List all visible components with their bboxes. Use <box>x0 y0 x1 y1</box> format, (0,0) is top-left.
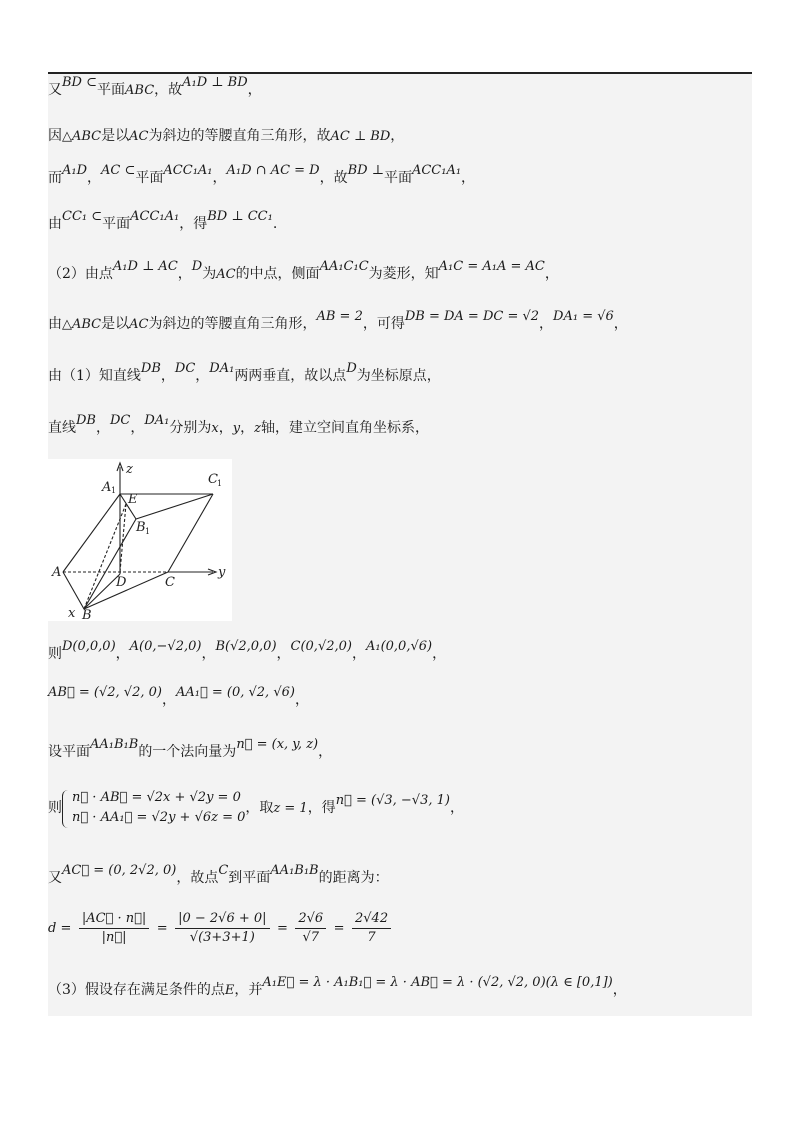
line-3 <box>48 163 476 189</box>
line-8 <box>48 413 429 439</box>
math: ACC₁A₁ <box>411 163 462 178</box>
text: ，可得 <box>362 316 405 332</box>
text: 直线 <box>48 420 76 436</box>
edge-AB <box>63 572 84 609</box>
label-A: A <box>52 565 62 580</box>
edge-B1C1 <box>136 494 213 519</box>
edge-C1C <box>168 494 213 572</box>
prism-diagram <box>48 459 232 621</box>
text: 而 <box>48 170 62 186</box>
text: ， <box>212 170 227 186</box>
line-9 <box>48 639 447 665</box>
math: d = <box>48 921 72 936</box>
denominator: √(3+3+1) <box>189 929 255 945</box>
fraction-4 <box>352 910 391 947</box>
math: y <box>232 421 241 436</box>
text: 由（1）知直线 <box>48 368 141 384</box>
text: ，得 <box>179 216 208 232</box>
label-B1-sub: 1 <box>145 527 151 536</box>
text: ， <box>432 646 447 662</box>
math: x <box>211 421 219 436</box>
line-5 <box>48 259 559 285</box>
text: ， <box>461 170 476 186</box>
text: 的距离为： <box>318 870 389 886</box>
math: z <box>254 421 261 436</box>
text: ， <box>87 170 102 186</box>
text: . <box>272 216 278 232</box>
math: AA₁C₁C <box>319 259 369 274</box>
text: ， <box>294 692 309 708</box>
math: A₁D <box>62 163 88 178</box>
line-14-distance <box>48 908 394 949</box>
text: 则 <box>48 646 62 662</box>
math: D <box>346 361 357 376</box>
text: 设平面 <box>48 744 90 760</box>
math: DA₁ <box>144 413 170 428</box>
text: 的中点，侧面 <box>235 266 320 282</box>
edge-A1A <box>63 494 120 572</box>
math: DA₁ <box>209 361 235 376</box>
math: z = 1 <box>273 801 308 816</box>
text: ， <box>218 420 233 436</box>
math: = <box>277 921 288 936</box>
text: ，故点 <box>176 870 219 886</box>
math: E <box>224 983 235 998</box>
label-A1-sub: 1 <box>111 486 117 495</box>
text: 为斜边的等腰直角三角形， <box>148 316 317 332</box>
math: A₁D ∩ AC = D <box>226 163 320 178</box>
math: AB⃗ = (√2, √2, 0) <box>48 685 162 700</box>
math: AA₁⃗ = (0, √2, √6) <box>175 685 295 700</box>
denominator: √7 <box>302 929 320 945</box>
text: 为 <box>202 266 217 282</box>
text: ， <box>95 420 110 436</box>
math: AC ⊂ <box>101 163 136 178</box>
label-E: E <box>128 492 138 507</box>
math: DC <box>174 361 196 376</box>
text: ， <box>161 692 176 708</box>
text: ，并 <box>234 982 263 998</box>
text: （3）假设存在满足条件的点 <box>48 982 225 998</box>
math: AC <box>129 317 149 332</box>
label-B1: B <box>136 520 146 535</box>
math: AC ⊥ BD <box>330 129 391 144</box>
text: ，故 <box>319 170 348 186</box>
label-A1: A <box>102 480 112 495</box>
math: AB = 2 <box>316 309 363 324</box>
math: ACC₁A₁ <box>130 209 180 224</box>
line-15 <box>48 975 627 1001</box>
line-6 <box>48 309 628 335</box>
denominator: |n⃗| <box>101 929 127 945</box>
text: 到平面 <box>228 870 271 886</box>
text: 又 <box>48 82 62 98</box>
text: 为坐标原点， <box>356 368 441 384</box>
text: ， <box>160 368 175 384</box>
math: △ABC <box>62 317 102 332</box>
label-C1: C <box>208 472 218 487</box>
coordinate-figure <box>48 459 232 621</box>
line-2 <box>48 126 404 147</box>
text: 由 <box>48 316 62 332</box>
math: BD ⊂ <box>62 75 98 90</box>
text: ， <box>130 420 145 436</box>
equation-2: n⃗ · AA₁⃗ = √2y + √6z = 0 <box>72 810 246 825</box>
text: 平面 <box>97 82 126 98</box>
label-y: y <box>218 565 226 580</box>
math: D <box>191 259 203 274</box>
math: A₁(0,0,√6) <box>365 639 433 654</box>
line-10 <box>48 685 309 711</box>
text: ， <box>449 800 464 816</box>
line-13 <box>48 863 389 889</box>
text: 两两垂直，故以点 <box>234 368 347 384</box>
line-7 <box>48 361 441 387</box>
text: ， <box>351 646 366 662</box>
equation-system <box>62 788 245 828</box>
text: ，故 <box>154 82 183 98</box>
text: ， <box>115 646 130 662</box>
label-B: B <box>82 608 92 621</box>
label-x: x <box>68 606 76 621</box>
label-C: C <box>165 575 175 590</box>
text: 平面 <box>383 170 412 186</box>
line-12 <box>48 786 464 831</box>
text: ， <box>539 316 554 332</box>
text: ， <box>613 316 628 332</box>
math: BD ⊥ CC₁ <box>207 209 273 224</box>
math: A₁C = A₁A = AC <box>438 259 545 274</box>
line-1 <box>48 75 262 101</box>
math: B(√2,0,0) <box>215 639 277 654</box>
math: DC <box>109 413 131 428</box>
math: D(0,0,0) <box>62 639 116 654</box>
text: ， <box>612 982 627 998</box>
numerator: 2√42 <box>352 910 391 929</box>
text: ， <box>201 646 216 662</box>
math: A₁D ⊥ BD <box>182 75 248 90</box>
text: ， <box>318 744 333 760</box>
math: = <box>333 921 345 936</box>
line-11 <box>48 737 333 763</box>
math: ABC <box>125 83 155 98</box>
math: AA₁B₁B <box>270 863 319 878</box>
label-D: D <box>116 575 127 590</box>
math: AA₁B₁B <box>90 737 139 752</box>
text: 是以 <box>101 316 130 332</box>
math: C <box>218 863 229 878</box>
text: ， <box>544 266 559 282</box>
x-axis <box>84 574 120 609</box>
math: DB = DA = DC = √2 <box>404 309 540 324</box>
text: ， <box>390 128 405 144</box>
text: 是以 <box>101 128 130 144</box>
label-z: z <box>126 462 133 477</box>
line-4 <box>48 209 278 235</box>
math: = <box>156 921 168 936</box>
text: 为斜边的等腰直角三角形，故 <box>148 128 331 144</box>
text: 由 <box>48 216 62 232</box>
math: A₁E⃗ = λ · A₁B₁⃗ = λ · AB⃗ = λ · (√2, √2, 0)(λ ∈ [0,1]) <box>262 975 613 990</box>
math: DA₁ = √6 <box>553 309 614 324</box>
text: 则 <box>48 800 62 816</box>
text: ， <box>247 82 262 98</box>
fraction-1 <box>79 910 149 947</box>
equation-1: n⃗ · AB⃗ = √2x + √2y = 0 <box>72 790 241 805</box>
text: 平面 <box>102 216 131 232</box>
math: A₁D ⊥ AC <box>112 259 178 274</box>
label-C1-sub: 1 <box>217 479 223 488</box>
text: （2）由点 <box>48 266 113 282</box>
fraction-2 <box>175 910 269 947</box>
math: DB <box>140 361 161 376</box>
math: AC <box>216 267 236 282</box>
text: 分别为 <box>169 420 212 436</box>
numerator: 2√6 <box>295 910 326 929</box>
denominator: 7 <box>367 929 376 945</box>
numerator: |AC⃗ · n⃗| <box>79 910 149 929</box>
math: n⃗ = (√3, −√3, 1) <box>335 793 450 808</box>
text: ，取 <box>245 800 274 816</box>
text: ， <box>195 368 210 384</box>
math: AC⃗ = (0, 2√2, 0) <box>62 863 177 878</box>
text: 又 <box>48 870 62 886</box>
text: 平面 <box>135 170 164 186</box>
solution-content <box>48 74 752 1016</box>
math: DB <box>76 413 96 428</box>
math: ACC₁A₁ <box>163 163 213 178</box>
text: 因 <box>48 128 62 144</box>
text: ， <box>276 646 291 662</box>
math: n⃗ = (x, y, z) <box>236 737 319 752</box>
fraction-3 <box>295 910 326 947</box>
text: ，得 <box>307 800 336 816</box>
text: 的一个法向量为 <box>138 744 237 760</box>
math: AC <box>129 129 149 144</box>
left-brace <box>62 790 69 828</box>
text: ， <box>177 266 192 282</box>
math: BD ⊥ <box>347 163 384 178</box>
numerator: |0 − 2√6 + 0| <box>175 910 269 929</box>
math: A(0,−√2,0) <box>129 639 202 654</box>
text: 轴，建立空间直角坐标系， <box>260 420 429 436</box>
text: 为菱形，知 <box>368 266 439 282</box>
math: △ABC <box>62 129 102 144</box>
text: ， <box>240 420 255 436</box>
math: CC₁ ⊂ <box>62 209 103 224</box>
math: C(0,√2,0) <box>290 639 352 654</box>
